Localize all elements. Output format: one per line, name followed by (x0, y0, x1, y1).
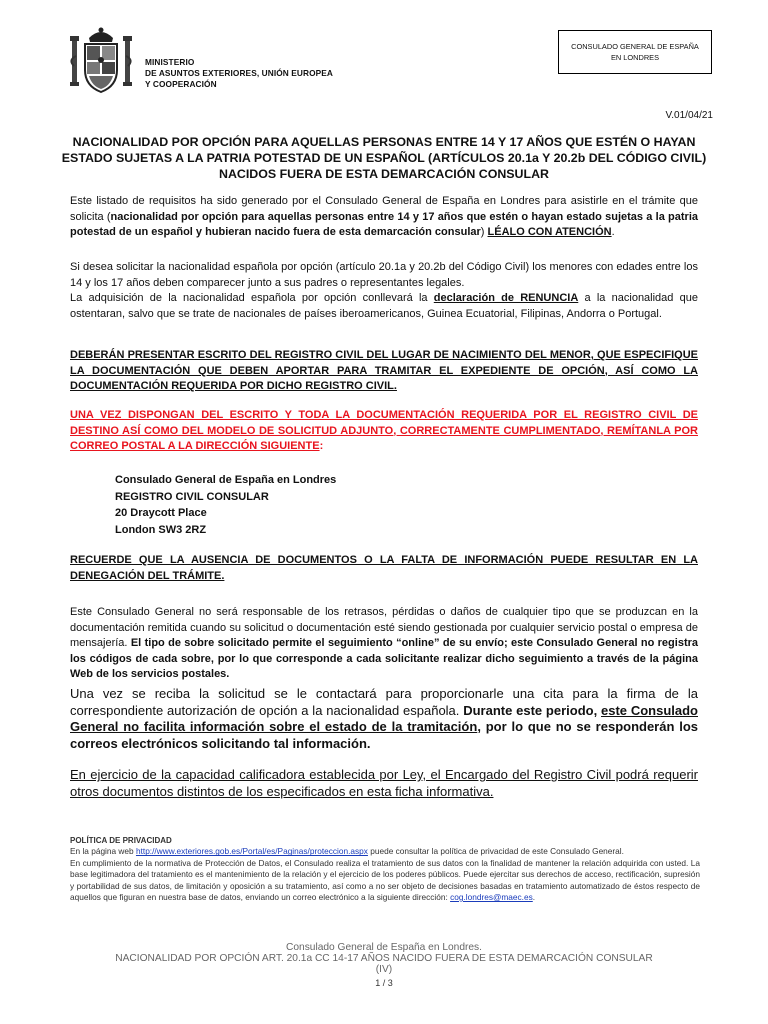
missing-documents-text: RECUERDE QUE LA AUSENCIA DE DOCUMENTOS O LA FALTA DE INFORMACIÓN PUEDE RESULTAR EN LA DENEGACIÓN DEL TRÁMITE. (70, 554, 698, 582)
renunciation-text-post: a la nacionalidad que ostentaran, salvo que se trate de nacionales de países iberoamericanos, Guinea Ecuatorial, Filipinas, Andorra o Portugal. (70, 292, 698, 320)
privacy-policy-link[interactable]: http://www.exteriores.gob.es/Portal/es/Paginas/proteccion.aspx (135, 846, 368, 857)
missing-documents-warning (70, 553, 698, 584)
appointment-text: Una vez se reciba la solicitud se le contactará para proporcionarle una cita para la firma de la correspondiente autorización de opción a la nacionalidad española. (70, 686, 698, 718)
registrar-discretion-text: En ejercicio de la capacidad calificadora establecida por Ley, el Encargado del Registro Civil podrá requerir otros documentos distintos de los especificados en esta ficha informativa. (70, 767, 698, 799)
no-status-info-notice: este Consulado General no facilita información sobre el estado de la tramitación (70, 702, 698, 734)
consulate-header-box (558, 30, 712, 74)
intro-bold: nacionalidad por opción para aquellas personas entre 14 y 17 años que estén o hayan estado sujetas a la patria potestad de un español y hubieran nacido fuera de esta demarcación consular (70, 210, 699, 238)
registrar-discretion-paragraph (70, 767, 698, 800)
renunciation-text-pre: La adquisición de la nacionalidad española por opción conllevará la (70, 292, 434, 304)
document-version: V.01/04/21 (665, 110, 713, 121)
privacy-text-pre: En la página web (70, 846, 136, 857)
data-protection-end: . (532, 892, 536, 903)
ministry-line: DE ASUNTOS EXTERIORES, UNIÓN EUROPEA (145, 68, 334, 78)
consulate-email-link[interactable]: cog.londres@maec.es (450, 892, 533, 903)
appointment-bold-b: , por lo que no se responderán los correos electrónicos solicitando tal información. (70, 719, 698, 751)
eligibility-text: Si desea solicitar la nacionalidad española por opción (artículo 20.1a y 20.2b del Código Civil) los menores con edades entre los 14 y los 17 años deben comparecer junto a sus padres o representantes legales. (70, 261, 698, 289)
intro-end: . (611, 226, 615, 238)
data-protection-paragraph (70, 858, 700, 904)
footer-line: (IV) (375, 964, 393, 975)
ministry-line: Y COOPERACIÓN (145, 79, 217, 89)
tracking-text: El tipo de sobre solicitado permite el seguimiento “online” de su envío; este Consulado General no registra los códigos de cada sobre, por lo que corresponde a cada solicitante realizar dicho seguimiento a través de la página Web de los servicios postales. (70, 637, 699, 680)
title-line: ESTADO SUJETAS A LA PATRIA POTESTAD DE UN ESPAÑOL (ARTÍCULOS 20.1a Y 20.2b DEL CÓDIGO CIVIL) (61, 151, 707, 165)
spain-coat-of-arms-icon (68, 26, 134, 96)
footer-line: NACIONALIDAD POR OPCIÓN ART. 20.1a CC 14-17 AÑOS NACIDO FUERA DE ESTA DEMARCACIÓN CONSULAR (115, 953, 653, 964)
renunciation-declaration: declaración de RENUNCIA (433, 292, 579, 304)
postal-instructions-text: UNA VEZ DISPONGAN DEL ESCRITO Y TODA LA DOCUMENTACIÓN REQUERIDA POR EL REGISTRO CIVIL DE DESTINO ASÍ COMO DEL MODELO DE SOLICITUD ADJUNTO, CORRECTAMENTE CUMPLIMENTADO, REMÍTANLA POR CORREO POSTAL A LA DIRECCIÓN SIGUIENTE (70, 409, 698, 452)
intro-tail: ) (480, 226, 488, 238)
footer-line: Consulado General de España en Londres. (286, 942, 482, 953)
civil-registry-notice (70, 348, 698, 395)
ministry-name (145, 57, 333, 90)
data-protection-text: En cumplimiento de la normativa de Protección de Datos, el Consulado realiza el tratamiento de sus datos con la finalidad de mantener la relación adquirida con usted. La base legitimadora del tratamiento es el mantenimiento de la relación y el ejercicio de los poderes públicos. Puede ejercitar sus derechos de acceso, rectificación, supresión y portabilidad de sus datos, de limitación y oposición a su tratamiento, así como a no ser objeto de decisiones basadas en tratamiento automatizado de éstos respecto de aquellos que figuran en nuestra base de datos, enviando un correo electrónico a la siguiente dirección: (70, 857, 700, 903)
privacy-policy (70, 835, 700, 903)
consulate-line: CONSULADO GENERAL DE ESPAÑA (571, 42, 699, 51)
postal-instructions-notice (70, 408, 698, 455)
address-line: London SW3 2RZ (115, 523, 207, 536)
consulate-line: EN LONDRES (610, 53, 660, 62)
appointment-bold-a: Durante este periodo, (463, 702, 602, 718)
postal-instructions-colon: : (319, 440, 324, 452)
page-number: 1 / 3 (375, 978, 393, 988)
intro-paragraph (70, 194, 698, 241)
page-footer (0, 942, 768, 975)
responsibility-text: Este Consulado General no será responsable de los retrasos, pérdidas o daños de cualquier tipo que se produzcan en la documentación remitida cuando su solicitud o documentación esté siendo gestionada por cualquier servicio postal o empresa de mensajería. (70, 606, 698, 649)
intro-text: Este listado de requisitos ha sido generado por el Consulado General de España en Londres para asistirle en el trámite que solicita ( (70, 195, 698, 223)
civil-registry-notice-text: DEBERÁN PRESENTAR ESCRITO DEL REGISTRO CIVIL DEL LUGAR DE NACIMIENTO DEL MENOR, QUE ESPECIFIQUE LA DOCUMENTACIÓN QUE DEBEN APORTAR PARA TRAMITAR EL EXPEDIENTE DE OPCIÓN, ASÍ COMO LA DOCUMENTACIÓN REQUERIDA POR DICHO REGISTRO CIVIL. (70, 349, 698, 392)
postal-address (115, 472, 336, 538)
address-line: Consulado General de España en Londres (115, 474, 337, 486)
responsibility-paragraph (70, 605, 698, 683)
title-line: NACIONALIDAD POR OPCIÓN PARA AQUELLAS PERSONAS ENTRE 14 Y 17 AÑOS QUE ESTÉN O HAYAN (72, 135, 696, 149)
title-line: NACIDOS FUERA DE ESTA DEMARCACIÓN CONSULAR (219, 167, 549, 181)
ministry-line: MINISTERIO (145, 57, 195, 67)
appointment-paragraph (70, 686, 698, 752)
privacy-text-post: puede consultar la política de privacidad de este Consulado General. (367, 846, 624, 857)
document-title (60, 134, 708, 182)
privacy-heading: POLÍTICA DE PRIVACIDAD (70, 836, 172, 845)
eligibility-paragraph (70, 260, 698, 322)
address-line: 20 Draycott Place (115, 507, 207, 519)
address-line: REGISTRO CIVIL CONSULAR (115, 490, 269, 503)
read-carefully-notice: LÉALO CON ATENCIÓN (487, 226, 612, 238)
privacy-paragraph (70, 846, 700, 857)
